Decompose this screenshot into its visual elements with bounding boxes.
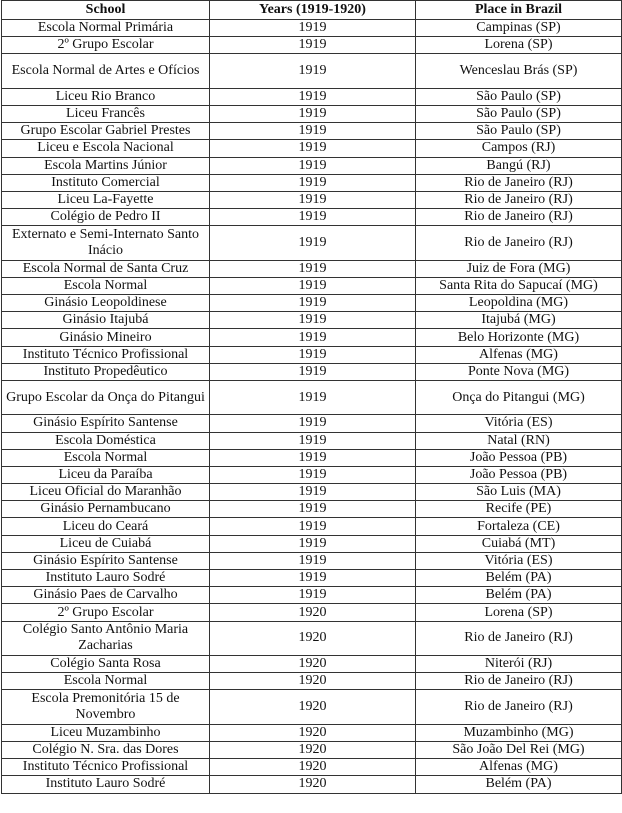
- place-cell: São Luis (MA): [416, 484, 622, 501]
- school-cell: Liceu Muzambinho: [2, 724, 210, 741]
- year-cell: 1920: [210, 724, 416, 741]
- year-cell: 1919: [210, 380, 416, 414]
- school-cell: Liceu do Ceará: [2, 518, 210, 535]
- place-cell: São Paulo (SP): [416, 105, 622, 122]
- year-cell: 1919: [210, 570, 416, 587]
- year-cell: 1919: [210, 277, 416, 294]
- place-cell: São Paulo (SP): [416, 123, 622, 140]
- year-cell: 1919: [210, 140, 416, 157]
- school-cell: Escola Normal: [2, 673, 210, 690]
- school-cell: Escola Normal de Santa Cruz: [2, 260, 210, 277]
- school-cell: Liceu e Escola Nacional: [2, 140, 210, 157]
- table-row: [2, 363, 622, 380]
- school-cell: Liceu da Paraíba: [2, 466, 210, 483]
- place-cell: Rio de Janeiro (RJ): [416, 209, 622, 226]
- school-cell: Grupo Escolar Gabriel Prestes: [2, 123, 210, 140]
- table-row: [2, 105, 622, 122]
- school-cell: 2º Grupo Escolar: [2, 37, 210, 54]
- school-cell: Liceu La-Fayette: [2, 191, 210, 208]
- place-cell: Niterói (RJ): [416, 656, 622, 673]
- year-cell: 1919: [210, 105, 416, 122]
- table-row: [2, 312, 622, 329]
- year-cell: 1919: [210, 191, 416, 208]
- table-row: [2, 759, 622, 776]
- year-cell: 1919: [210, 329, 416, 346]
- school-cell: Escola Normal: [2, 449, 210, 466]
- school-cell: Liceu de Cuiabá: [2, 535, 210, 552]
- school-cell: Ginásio Espírito Santense: [2, 415, 210, 432]
- place-cell: Belém (PA): [416, 776, 622, 793]
- place-cell: Muzambinho (MG): [416, 724, 622, 741]
- school-cell: Ginásio Mineiro: [2, 329, 210, 346]
- year-cell: 1919: [210, 209, 416, 226]
- table-row: [2, 174, 622, 191]
- year-cell: 1919: [210, 226, 416, 260]
- year-cell: 1920: [210, 621, 416, 655]
- year-cell: 1919: [210, 54, 416, 88]
- table-row: [2, 552, 622, 569]
- year-cell: 1919: [210, 260, 416, 277]
- year-cell: 1919: [210, 174, 416, 191]
- year-cell: 1919: [210, 20, 416, 37]
- school-cell: Colégio N. Sra. das Dores: [2, 741, 210, 758]
- table-row: [2, 54, 622, 88]
- school-cell: Ginásio Itajubá: [2, 312, 210, 329]
- year-cell: 1919: [210, 295, 416, 312]
- place-cell: Lorena (SP): [416, 37, 622, 54]
- place-cell: Santa Rita do Sapucaí (MG): [416, 277, 622, 294]
- table-row: [2, 380, 622, 414]
- table-row: [2, 501, 622, 518]
- year-cell: 1919: [210, 363, 416, 380]
- place-cell: Vitória (ES): [416, 552, 622, 569]
- year-cell: 1919: [210, 312, 416, 329]
- table-row: [2, 88, 622, 105]
- place-cell: Itajubá (MG): [416, 312, 622, 329]
- year-cell: 1920: [210, 690, 416, 724]
- school-cell: Liceu Francês: [2, 105, 210, 122]
- table-row: [2, 656, 622, 673]
- table-row: [2, 673, 622, 690]
- place-cell: Wenceslau Brás (SP): [416, 54, 622, 88]
- place-cell: Onça do Pitangui (MG): [416, 380, 622, 414]
- table-row: [2, 415, 622, 432]
- school-cell: Escola Normal: [2, 277, 210, 294]
- table-row: [2, 140, 622, 157]
- school-cell: Instituto Comercial: [2, 174, 210, 191]
- place-cell: João Pessoa (PB): [416, 449, 622, 466]
- table-row: [2, 260, 622, 277]
- place-cell: Rio de Janeiro (RJ): [416, 621, 622, 655]
- place-cell: Vitória (ES): [416, 415, 622, 432]
- table-row: [2, 776, 622, 793]
- table-row: [2, 329, 622, 346]
- year-cell: 1919: [210, 535, 416, 552]
- table-row: [2, 123, 622, 140]
- place-cell: Rio de Janeiro (RJ): [416, 690, 622, 724]
- place-cell: Alfenas (MG): [416, 346, 622, 363]
- school-cell: Instituto Lauro Sodré: [2, 570, 210, 587]
- table-row: [2, 741, 622, 758]
- school-cell: Liceu Rio Branco: [2, 88, 210, 105]
- header-place: Place in Brazil: [416, 1, 622, 20]
- school-cell: Instituto Técnico Profissional: [2, 346, 210, 363]
- place-cell: Leopoldina (MG): [416, 295, 622, 312]
- place-cell: Cuiabá (MT): [416, 535, 622, 552]
- place-cell: Belém (PA): [416, 587, 622, 604]
- table-body: [2, 20, 622, 794]
- table-row: [2, 466, 622, 483]
- header-school: School: [2, 1, 210, 20]
- school-cell: 2º Grupo Escolar: [2, 604, 210, 621]
- place-cell: Rio de Janeiro (RJ): [416, 226, 622, 260]
- table-row: [2, 570, 622, 587]
- school-cell: Ginásio Pernambucano: [2, 501, 210, 518]
- place-cell: Fortaleza (CE): [416, 518, 622, 535]
- school-cell: Escola Doméstica: [2, 432, 210, 449]
- school-cell: Externato e Semi-Internato Santo Inácio: [2, 226, 210, 260]
- table-row: [2, 690, 622, 724]
- year-cell: 1919: [210, 432, 416, 449]
- place-cell: Juiz de Fora (MG): [416, 260, 622, 277]
- table-row: [2, 157, 622, 174]
- place-cell: Rio de Janeiro (RJ): [416, 174, 622, 191]
- school-cell: Escola Premonitória 15 de Novembro: [2, 690, 210, 724]
- year-cell: 1920: [210, 673, 416, 690]
- year-cell: 1920: [210, 741, 416, 758]
- table-row: [2, 724, 622, 741]
- year-cell: 1919: [210, 552, 416, 569]
- year-cell: 1919: [210, 88, 416, 105]
- table-row: [2, 295, 622, 312]
- year-cell: 1919: [210, 157, 416, 174]
- place-cell: Ponte Nova (MG): [416, 363, 622, 380]
- place-cell: Rio de Janeiro (RJ): [416, 673, 622, 690]
- year-cell: 1920: [210, 776, 416, 793]
- school-cell: Escola Normal Primária: [2, 20, 210, 37]
- school-cell: Ginásio Leopoldinese: [2, 295, 210, 312]
- place-cell: Campos (RJ): [416, 140, 622, 157]
- year-cell: 1919: [210, 449, 416, 466]
- school-cell: Colégio de Pedro II: [2, 209, 210, 226]
- school-cell: Escola Normal de Artes e Ofícios: [2, 54, 210, 88]
- school-cell: Instituto Técnico Profissional: [2, 759, 210, 776]
- year-cell: 1919: [210, 466, 416, 483]
- year-cell: 1919: [210, 415, 416, 432]
- year-cell: 1920: [210, 656, 416, 673]
- school-cell: Colégio Santo Antônio Maria Zacharias: [2, 621, 210, 655]
- place-cell: Bangú (RJ): [416, 157, 622, 174]
- place-cell: João Pessoa (PB): [416, 466, 622, 483]
- table-row: [2, 20, 622, 37]
- table-row: [2, 484, 622, 501]
- header-years: Years (1919-1920): [210, 1, 416, 20]
- table-row: [2, 191, 622, 208]
- place-cell: Belo Horizonte (MG): [416, 329, 622, 346]
- school-cell: Ginásio Espírito Santense: [2, 552, 210, 569]
- table-row: [2, 587, 622, 604]
- school-cell: Ginásio Paes de Carvalho: [2, 587, 210, 604]
- school-cell: Instituto Lauro Sodré: [2, 776, 210, 793]
- year-cell: 1919: [210, 37, 416, 54]
- year-cell: 1920: [210, 604, 416, 621]
- table-row: [2, 621, 622, 655]
- table-row: [2, 209, 622, 226]
- table-row: [2, 535, 622, 552]
- table-row: [2, 37, 622, 54]
- place-cell: Belém (PA): [416, 570, 622, 587]
- school-cell: Grupo Escolar da Onça do Pitangui: [2, 380, 210, 414]
- place-cell: Rio de Janeiro (RJ): [416, 191, 622, 208]
- place-cell: Recife (PE): [416, 501, 622, 518]
- place-cell: Alfenas (MG): [416, 759, 622, 776]
- place-cell: São João Del Rei (MG): [416, 741, 622, 758]
- table-row: [2, 346, 622, 363]
- header-row: [2, 1, 622, 20]
- table-row: [2, 277, 622, 294]
- place-cell: Campinas (SP): [416, 20, 622, 37]
- place-cell: São Paulo (SP): [416, 88, 622, 105]
- table-row: [2, 518, 622, 535]
- school-cell: Colégio Santa Rosa: [2, 656, 210, 673]
- year-cell: 1919: [210, 501, 416, 518]
- year-cell: 1919: [210, 484, 416, 501]
- table-row: [2, 449, 622, 466]
- year-cell: 1919: [210, 346, 416, 363]
- year-cell: 1919: [210, 587, 416, 604]
- school-cell: Escola Martins Júnior: [2, 157, 210, 174]
- place-cell: Natal (RN): [416, 432, 622, 449]
- school-cell: Liceu Oficial do Maranhão: [2, 484, 210, 501]
- year-cell: 1919: [210, 123, 416, 140]
- school-cell: Instituto Propedêutico: [2, 363, 210, 380]
- year-cell: 1919: [210, 518, 416, 535]
- schools-table: [1, 0, 622, 794]
- year-cell: 1920: [210, 759, 416, 776]
- table-row: [2, 226, 622, 260]
- table-row: [2, 432, 622, 449]
- place-cell: Lorena (SP): [416, 604, 622, 621]
- table-row: [2, 604, 622, 621]
